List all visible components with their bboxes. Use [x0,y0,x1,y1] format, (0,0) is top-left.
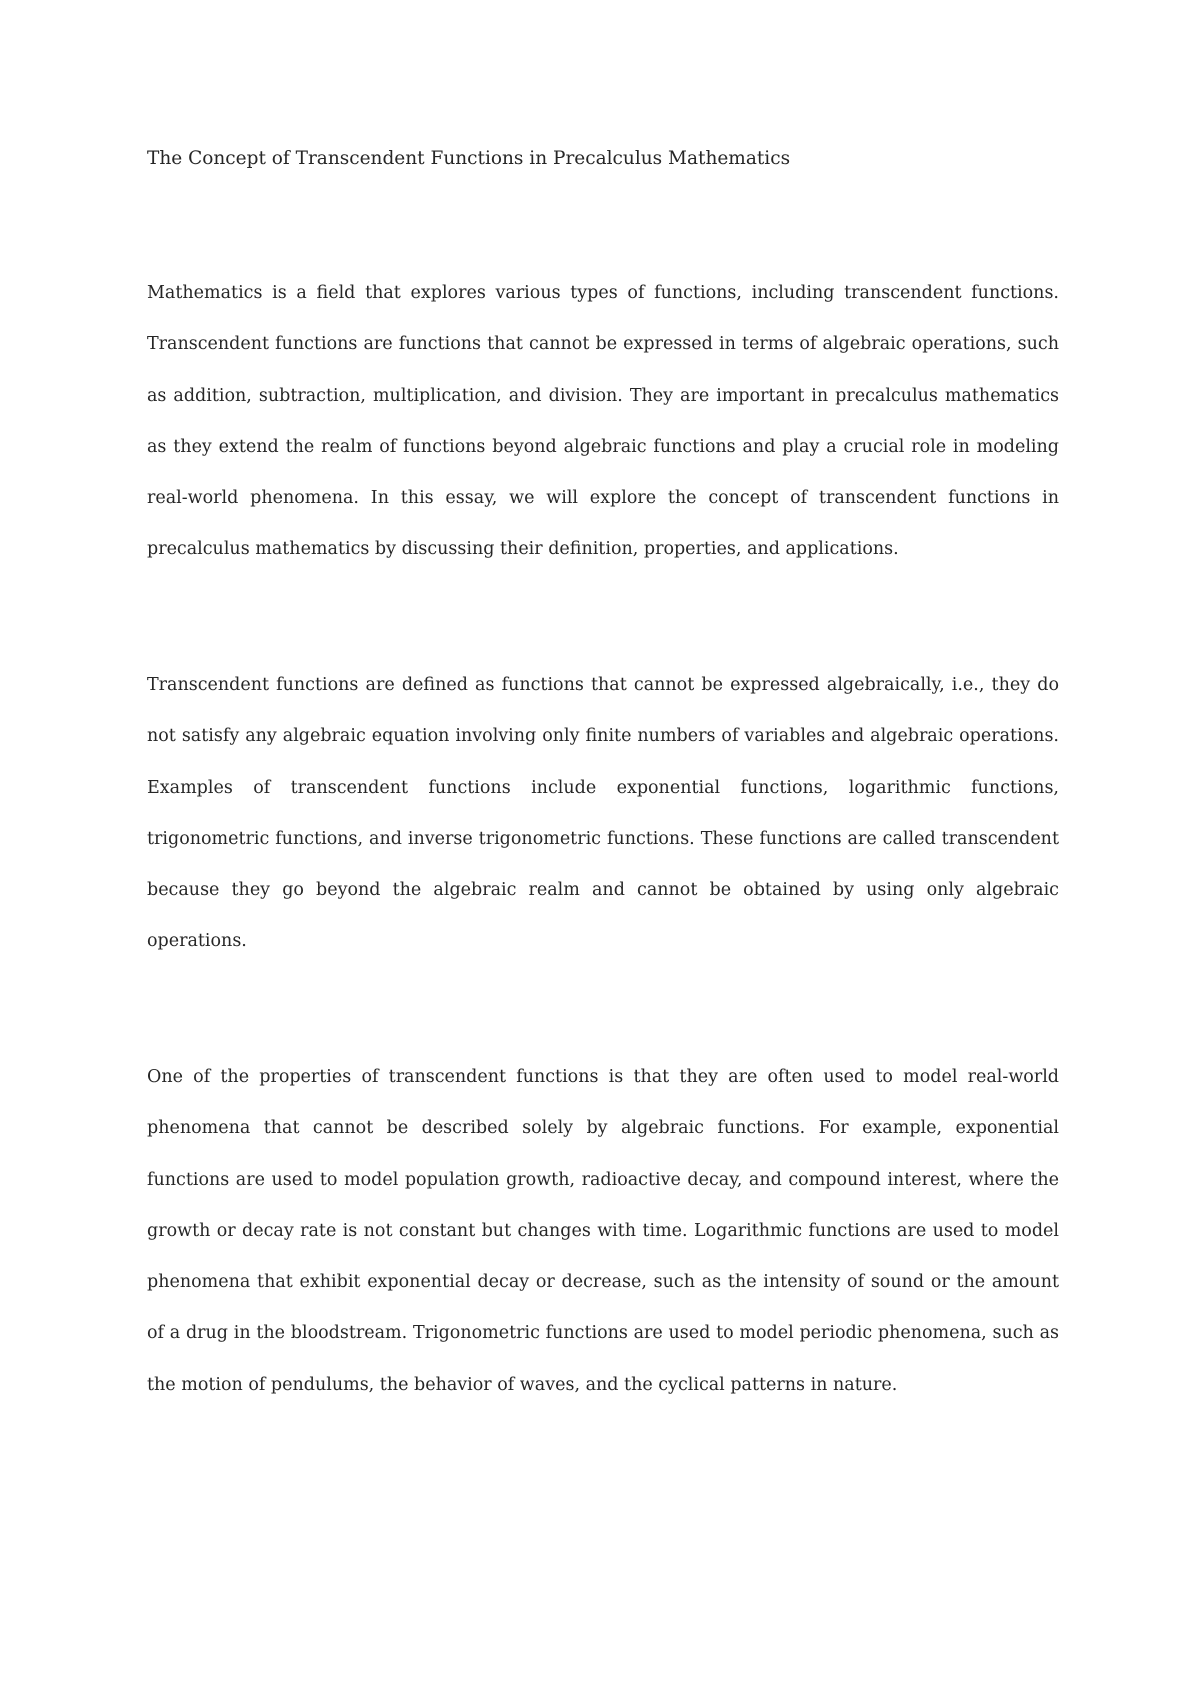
paragraph-introduction: Mathematics is a field that explores various types of functions, including transcendent functions. Transcendent functions are functions that cannot be expressed in terms of algebraic operations, such as addition, subtraction, multiplication, and division. They are important in precalculus mathematics as they extend the realm of functions beyond algebraic functions and play a crucial role in modeling real-world phenomena. In this essay, we will explore the concept of transcendent functions in precalculus mathematics by discussing their definition, properties, and applications. [147,283,1059,560]
document-title: The Concept of Transcendent Functions in Precalculus Mathematics [147,148,791,169]
paragraph-properties: One of the properties of transcendent functions is that they are often used to model real-world phenomena that cannot be described solely by algebraic functions. For example, exponential functions are used to model population growth, radioactive decay, and compound interest, where the growth or decay rate is not constant but changes with time. Logarithmic functions are used to model phenomena that exhibit exponential decay or decrease, such as the intensity of sound or the amount of a drug in the bloodstream. Trigonometric functions are used to model periodic phenomena, such as the motion of pendulums, the behavior of waves, and the cyclical patterns in nature. [147,1067,1059,1395]
paragraph-definition: Transcendent functions are defined as functions that cannot be expressed algebraically, i.e., they do not satisfy any algebraic equation involving only finite numbers of variables and algebraic operations. Examples of transcendent functions include exponential functions, logarithmic functions, trigonometric functions, and inverse trigonometric functions. These functions are called transcendent because they go beyond the algebraic realm and cannot be obtained by using only algebraic operations. [147,675,1059,952]
